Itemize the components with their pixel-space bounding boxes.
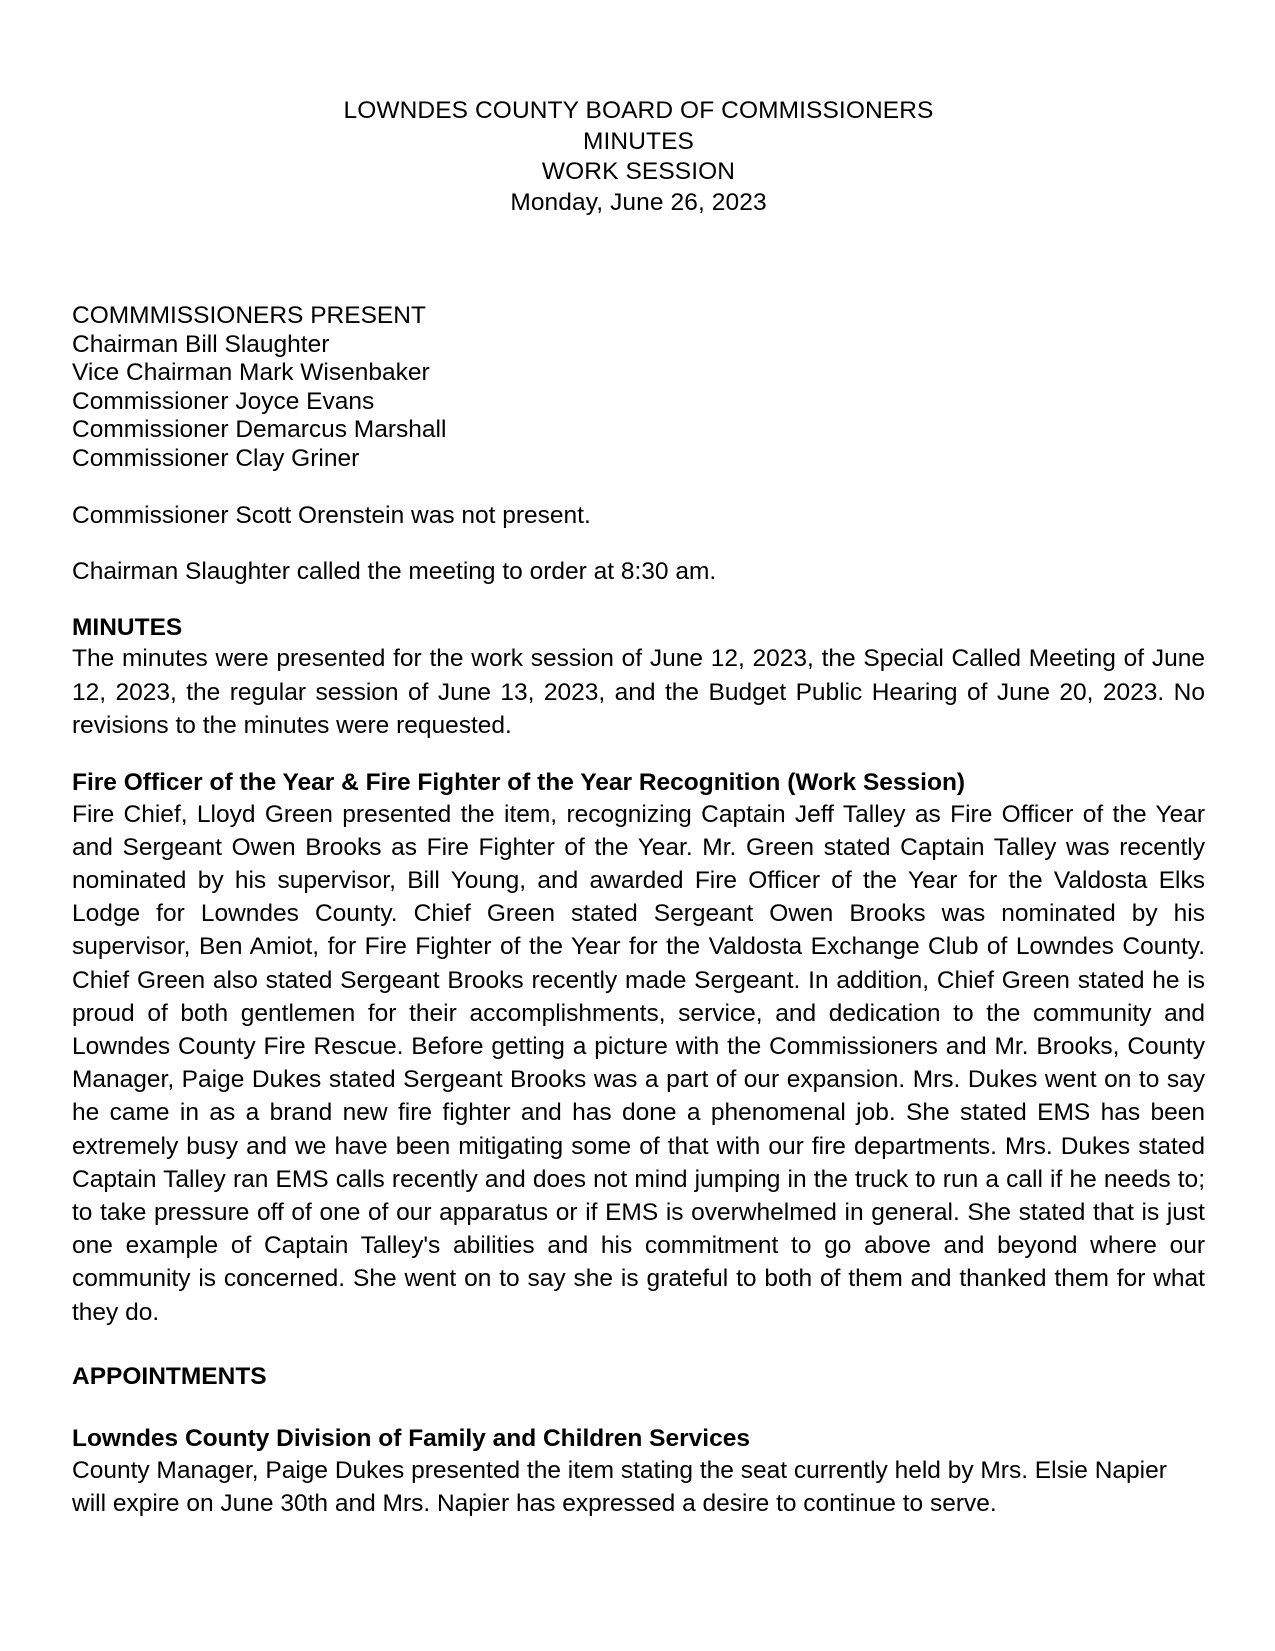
header-spacer	[72, 218, 1205, 302]
attendance-member: Commissioner Demarcus Marshall	[72, 416, 447, 444]
absent-note: Commissioner Scott Orenstein was not present.	[72, 501, 591, 529]
document-header	[72, 96, 1205, 218]
attendance-member: Commissioner Clay Griner	[72, 444, 360, 472]
spacer	[72, 1329, 1205, 1363]
section-heading-minutes: MINUTES	[72, 613, 183, 641]
header-line-date: Monday, June 26, 2023	[510, 188, 767, 216]
spacer	[72, 530, 1205, 558]
section-body-minutes: The minutes were presented for the work session of June 12, 2023, the Special Called Meeting of June 12, 2023, the regular session of June 13, 2023, and the Budget Public Hearing of June 20, 2023. No revisions to the minutes were requested.	[72, 645, 1205, 739]
appointment-item-heading: Lowndes County Division of Family and Children Services	[72, 1425, 750, 1453]
attendance-member: Commissioner Joyce Evans	[72, 387, 375, 415]
section-heading-appointments: APPOINTMENTS	[72, 1362, 267, 1390]
attendance-block	[72, 302, 1205, 474]
header-line-session: WORK SESSION	[541, 158, 736, 185]
header-line-doctype: MINUTES	[583, 127, 694, 155]
spacer	[72, 474, 1205, 502]
spacer	[72, 742, 1205, 769]
section-heading-recognition: Fire Officer of the Year & Fire Fighter of the Year Recognition (Work Session)	[72, 768, 966, 796]
attendance-member: Chairman Bill Slaughter	[72, 330, 330, 358]
attendance-member: Vice Chairman Mark Wisenbaker	[72, 359, 430, 387]
appointment-item-body: County Manager, Paige Dukes presented the item stating the seat currently held by Mrs. Elsie Napier will expire on June 30th and Mrs. Napier has expressed a desire to continue to serve.	[72, 1456, 1167, 1518]
call-to-order-note: Chairman Slaughter called the meeting to order at 8:30 am.	[72, 558, 717, 586]
header-line-organization: LOWNDES COUNTY BOARD OF COMMISSIONERS	[343, 97, 934, 124]
spacer	[72, 587, 1205, 614]
attendance-heading: COMMMISSIONERS PRESENT	[72, 302, 426, 329]
section-body-recognition: Fire Chief, Lloyd Green presented the item, recognizing Captain Jeff Talley as Fire Officer of the Year and Sergeant Owen Brooks as Fire Fighter of the Year. Mr. Green stated Captain Talley was recently nominated by his supervisor, Bill Young, and awarded Fire Officer of the Year for the Valdosta Elks Lodge for Lowndes County. Chief Green stated Sergeant Owen Brooks was nominated by his supervisor, Ben Amiot, for Fire Fighter of the Year for the Valdosta Exchange Club of Lowndes County. Chief Green also stated Sergeant Brooks recently made Sergeant. In addition, Chief Green stated he is proud of both gentlemen for their accomplishments, service, and dedication to the community and Lowndes County Fire Rescue. Before getting a picture with the Commissioners and Mr. Brooks, County Manager, Paige Dukes stated Sergeant Brooks was a part of our expansion. Mrs. Dukes went on to say he came in as a brand new fire fighter and has done a phenomenal job. She stated EMS has been extremely busy and we have been mitigating some of that with our fire departments. Mrs. Dukes stated Captain Talley ran EMS calls recently and does not mind jumping in the truck to run a call if he needs to; to take pressure off of one of our apparatus or if EMS is overwhelmed in general. She stated that is just one example of Captain Talley's abilities and his commitment to go above and beyond where our community is concerned. She went on to say she is grateful to both of them and thanked them for what they do.	[72, 800, 1205, 1326]
spacer	[72, 1391, 1205, 1425]
